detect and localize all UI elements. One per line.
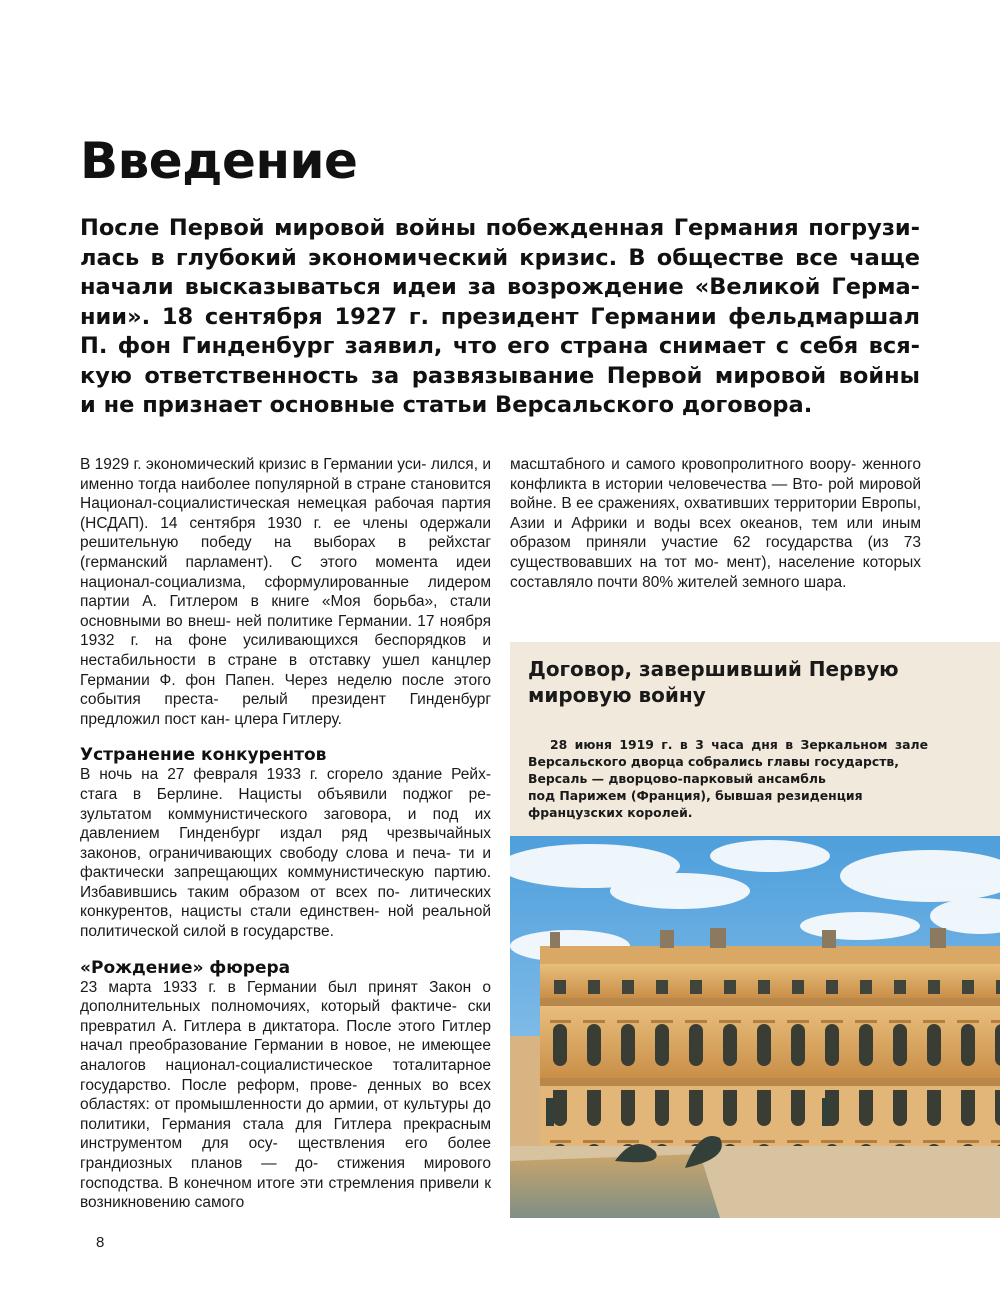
body-paragraph: В ночь на 27 февраля 1933 г. сгорело здание Рейх- стага в Берлине. Нацисты объявили поджог ре- зультатом коммунистического заговора, и под их давлением Гинденбург издал ряд чрезвычайных законов, ограничивающих свободу слова и печа- ти и фактически запрещающих коммунистическую партию. Избавившись таким образом от всех по- литических конкурентов, нацисты стали единствен- ной реальной политической силой в государстве. — [80, 766, 492, 941]
body-paragraph: В 1929 г. экономический кризис в Германии уси- лился, и именно тогда наиболее популярной в стране становится Национал-социалистическая немецкая рабочая партия (НСДАП). 14 сентября 1930 г. ее члены одержали решительную победу на выборах в рейхстаг (германский парламент). С этого момента идеи национал-социализма, сформулированные лидером партии А. Гитлером в книге «Моя борьба», стали основными во внеш- ней политике Германии. 17 ноября 1932 г. на фоне усиливающихся беспорядков и нестабильности в стране в отставку ушел канцлер Германии Ф. фон Папен. Через неделю после этого события преста- релый президент Гинденбург предложил пост кан- цлера Гитлеру. — [80, 456, 492, 728]
body-paragraph: масштабного и самого кровопролитного воору- женного конфликта в истории человечества — Вто- рой мировой войне. В ее сражениях, охвативших территории Европы, Азии и Африки и воды всех океанов, тем или иным образом приняли участие 62 государства (из 73 существовавших на тот мо- мент), население которых составляло почти 80% жителей земного шара. — [510, 456, 922, 591]
page-title: Введение — [80, 132, 358, 190]
sidebar-box — [510, 642, 1000, 836]
left-column — [80, 455, 491, 1213]
lead-line: После Первой мировой войны побежденная Германия погрузи- — [80, 215, 920, 241]
lead-line: лась в глубокий экономический кризис. В обществе все чаще — [80, 244, 920, 271]
lead-line: П. фон Гинденбург заявил, что его страна снимает с себя вся- — [80, 333, 920, 359]
lead-line: начали высказываться идеи за возрождение «Великой Герма- — [80, 274, 920, 300]
lead-paragraph — [80, 214, 920, 421]
lead-line: нии». 18 сентября 1927 г. президент Германии фельдмаршал — [80, 303, 920, 330]
page-number: 8 — [96, 1234, 105, 1251]
section-heading: Устранение конкурентов — [80, 745, 327, 766]
section-heading: «Рождение» фюрера — [80, 957, 291, 978]
sidebar-title: Договор, завершивший Первую мировую войну — [528, 657, 899, 707]
lead-line: и не признает основные статьи Версальского договора. — [80, 392, 813, 418]
photo-caption: Версаль — дворцово-парковый ансамбль под Парижем (Франция), бывшая резиденция французских королей. — [528, 771, 863, 820]
palace-illustration — [510, 836, 1000, 1218]
right-column — [510, 455, 921, 592]
body-paragraph: 23 марта 1933 г. в Германии был принят Закон о дополнительных полномочиях, который фактиче- ски превратил А. Гитлера в диктатора. После этого Гитлер начал преобразование Германии в новое, не имеющее аналогов национал-социалистическое тоталитарное государство. После реформ, прове- денных во всех областях: от промышленности до армии, от культуры до политики, Германия стала для Гитлера прекрасным инструментом для осу- ществления его более грандиозных планов — до- стижения мирового господства. В конечном итоге эти стремления привели к возникновению самого — [80, 978, 492, 1212]
palace — [510, 928, 1000, 1146]
sidebar-text: 28 июня 1919 г. в 3 часа дня в Зеркальном зале Версальского дворца собрались главы государств, — [528, 737, 928, 769]
lead-line: кую ответственность за развязывание Первой мировой войны — [80, 362, 920, 389]
versailles-photo — [510, 836, 1000, 1218]
